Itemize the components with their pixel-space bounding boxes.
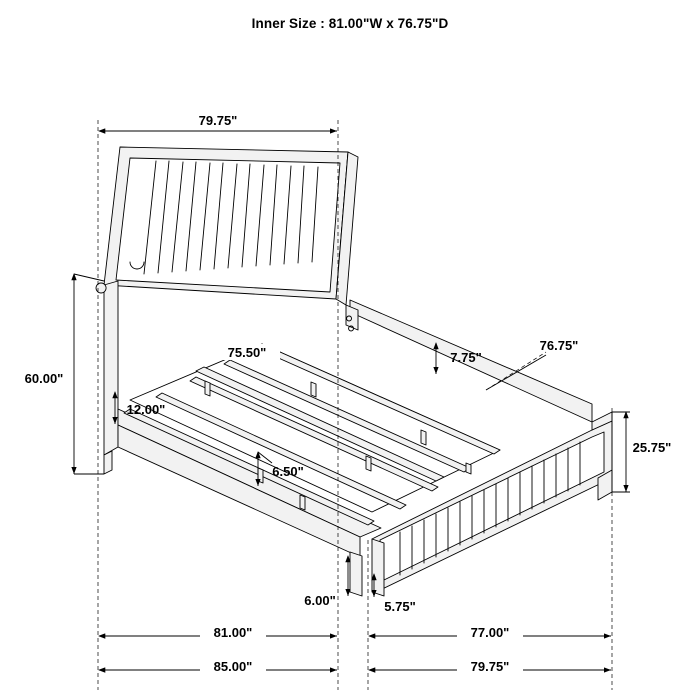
dim-leg-height: 6.00" bbox=[304, 593, 336, 608]
dim-overall-depth: 79.75" bbox=[470, 659, 510, 674]
dim-footboard-leg: 5.75" bbox=[384, 599, 416, 614]
dim-mattress-width-inner: 75.50" bbox=[227, 345, 267, 360]
dim-side-rail-length: 77.00" bbox=[470, 625, 510, 640]
bed-geometry bbox=[96, 147, 612, 596]
dim-overall-height: 60.00" bbox=[24, 371, 64, 386]
dim-headboard-width: 79.75" bbox=[198, 113, 238, 128]
dim-inner-width: 81.00" bbox=[213, 625, 253, 640]
dim-footboard-height: 25.75" bbox=[632, 440, 672, 455]
dim-overall-width: 85.00" bbox=[213, 659, 253, 674]
dim-bed-depth: 76.75" bbox=[539, 338, 579, 353]
dim-slat-gap: 6.50" bbox=[272, 464, 304, 479]
dim-rail-height: 12.00" bbox=[126, 402, 166, 417]
dim-deck-drop: 7.75" bbox=[450, 350, 482, 365]
page-title: Inner Size : 81.00"W x 76.75"D bbox=[251, 16, 449, 31]
